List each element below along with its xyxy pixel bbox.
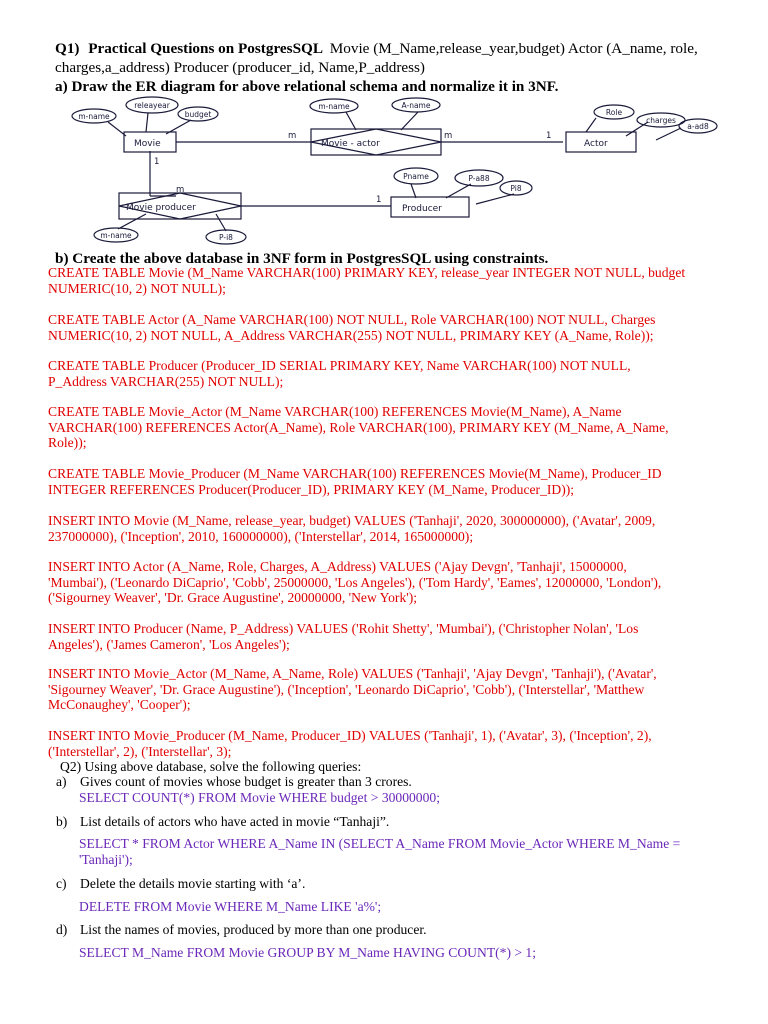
er-card-one1: 1 (546, 131, 552, 141)
er-relationship-movie-actor-label: Movie - actor (321, 139, 380, 149)
sql-insert-actor: INSERT INTO Actor (A_Name, Role, Charges, A_Address) VALUES ('Ajay Devgn', 'Tanhaji', 15000000, 'Mumbai'), ('Leonardo DiCaprio', 'Cobb', 25000000, 'Los Angeles'), ('Tom Hardy', 'Eames', 12000000, 'London'), ('Sigourney Weaver', 'Dr. Grace Augustine', 20000000, 'New York'); (48, 559, 662, 606)
er-card-m3: m (176, 185, 185, 195)
q2-heading: Q2) Using above database, solve the following queries: (60, 759, 362, 774)
sql-insert-movie-producer: INSERT INTO Movie_Producer (M_Name, Producer_ID) VALUES ('Tanhaji', 1), ('Avatar', 3), ('Inception', 2), ('Interstellar', 2), ('Interstellar', 3); (48, 728, 652, 759)
sql-create-actor: CREATE TABLE Actor (A_Name VARCHAR(100) NOT NULL, Role VARCHAR(100) NOT NULL, Charges NUMERIC(10, 2) NOT NULL, A_Address VARCHAR(255) NOT NULL, PRIMARY KEY (A_Name, Role)); (48, 312, 656, 343)
q1-schema-line1: Movie (M_Name,release_year,budget) Actor (A_name, role, (329, 40, 698, 57)
er-attr-budget: budget (184, 110, 212, 119)
q2-answer-c: DELETE FROM Movie WHERE M_Name LIKE 'a%'; (79, 899, 382, 914)
er-attr-mp-p-id: P-i8 (219, 233, 233, 242)
er-card-m1: m (288, 131, 297, 141)
q2-answer-d: SELECT M_Name FROM Movie GROUP BY M_Name HAVING COUNT(*) > 1; (79, 945, 537, 960)
q2-item-a: a) Gives count of movies whose budget is greater than 3 crores. (56, 774, 412, 789)
q1-schema-line2: charges,a_address) Producer (producer_id, Name,P_address) (55, 59, 425, 76)
sql-insert-movie: INSERT INTO Movie (M_Name, release_year, budget) VALUES ('Tanhaji', 2020, 300000000), ('Avatar', 2009, 237000000), ('Inception', 2010, 160000000), ('Interstellar', 2014, 165000000); (48, 513, 656, 544)
sql-create-movie-producer: CREATE TABLE Movie_Producer (M_Name VARCHAR(100) REFERENCES Movie(M_Name), Producer_ID INTEGER REFERENCES Producer(Producer_ID), PRIMARY KEY (M_Name, Producer_ID)); (48, 466, 662, 497)
er-attr-ma-m-name: m-name (318, 102, 350, 111)
q2-answer-a: SELECT COUNT(*) FROM Movie WHERE budget > 30000000; (79, 790, 440, 805)
sql-create-producer: CREATE TABLE Producer (Producer_ID SERIAL PRIMARY KEY, Name VARCHAR(100) NOT NULL, P_Address VARCHAR(255) NOT NULL); (48, 358, 631, 389)
q1-part-a: a) Draw the ER diagram for above relational schema and normalize it in 3NF. (55, 78, 559, 95)
q2-item-c: c) Delete the details movie starting with ‘a’. (56, 876, 306, 891)
er-attr-m-name: m-name (78, 112, 110, 121)
er-entity-movie-label: Movie (134, 139, 161, 149)
er-entity-producer-label: Producer (402, 204, 442, 214)
er-attr-pname: Pname (403, 172, 429, 181)
er-card-one3: 1 (376, 195, 382, 205)
q1-part-b: b) Create the above database in 3NF form in PostgresSQL using constraints. (55, 250, 549, 267)
er-attr-mp-m-name: m-name (100, 231, 132, 240)
er-diagram (66, 96, 709, 248)
er-entity-actor-label: Actor (584, 139, 608, 149)
q1-label: Q1) (55, 40, 80, 57)
sql-create-movie-actor: CREATE TABLE Movie_Actor (M_Name VARCHAR(100) REFERENCES Movie(M_Name), A_Name VARCHAR(100) REFERENCES Actor(A_Name), Role VARCHAR(100), PRIMARY KEY (M_Name, A_Name, Role)); (48, 404, 669, 451)
er-card-one2: 1 (154, 157, 160, 167)
er-relationship-movie-producer-label: Movie producer (126, 203, 196, 213)
sql-insert-movie-actor: INSERT INTO Movie_Actor (M_Name, A_Name, Role) VALUES ('Tanhaji', 'Ajay Devgn', 'Tanhaji'), ('Avatar', 'Sigourney Weaver', 'Dr. Grace Augustine'), ('Inception', 'Leonardo DiCaprio', 'Cobb'), ('Interstellar', 'Matthew McConaughey', 'Cooper'); (48, 666, 657, 713)
er-attr-role: Role (605, 108, 623, 117)
sql-insert-producer: INSERT INTO Producer (Name, P_Address) VALUES ('Rohit Shetty', 'Mumbai'), ('Christopher Nolan', 'Los Angeles'), ('James Cameron', 'Los Angeles'); (48, 621, 639, 652)
q2-answer-b: SELECT * FROM Actor WHERE A_Name IN (SELECT A_Name FROM Movie_Actor WHERE M_Name = 'Tanhaji'); (79, 836, 681, 867)
er-attr-release-year: releayear (134, 101, 170, 110)
q1-title-line (55, 40, 698, 58)
q2-item-b: b) List details of actors who have acted in movie “Tanhaji”. (56, 814, 390, 829)
er-card-m2: m (444, 131, 453, 141)
q1-title: Practical Questions on PostgresSQL (88, 40, 323, 57)
er-attr-p-add: P-a88 (468, 174, 490, 183)
q2-item-d: d) List the names of movies, produced by more than one producer. (56, 922, 427, 937)
er-attr-a-add: a-ad8 (687, 122, 709, 131)
er-attr-ma-a-name: A-name (401, 101, 431, 110)
er-attr-p-id: Pi8 (510, 184, 522, 193)
er-attr-charges: charges (646, 116, 676, 125)
sql-create-movie: CREATE TABLE Movie (M_Name VARCHAR(100) PRIMARY KEY, release_year INTEGER NOT NULL, budget NUMERIC(10, 2) NOT NULL); (48, 265, 686, 296)
